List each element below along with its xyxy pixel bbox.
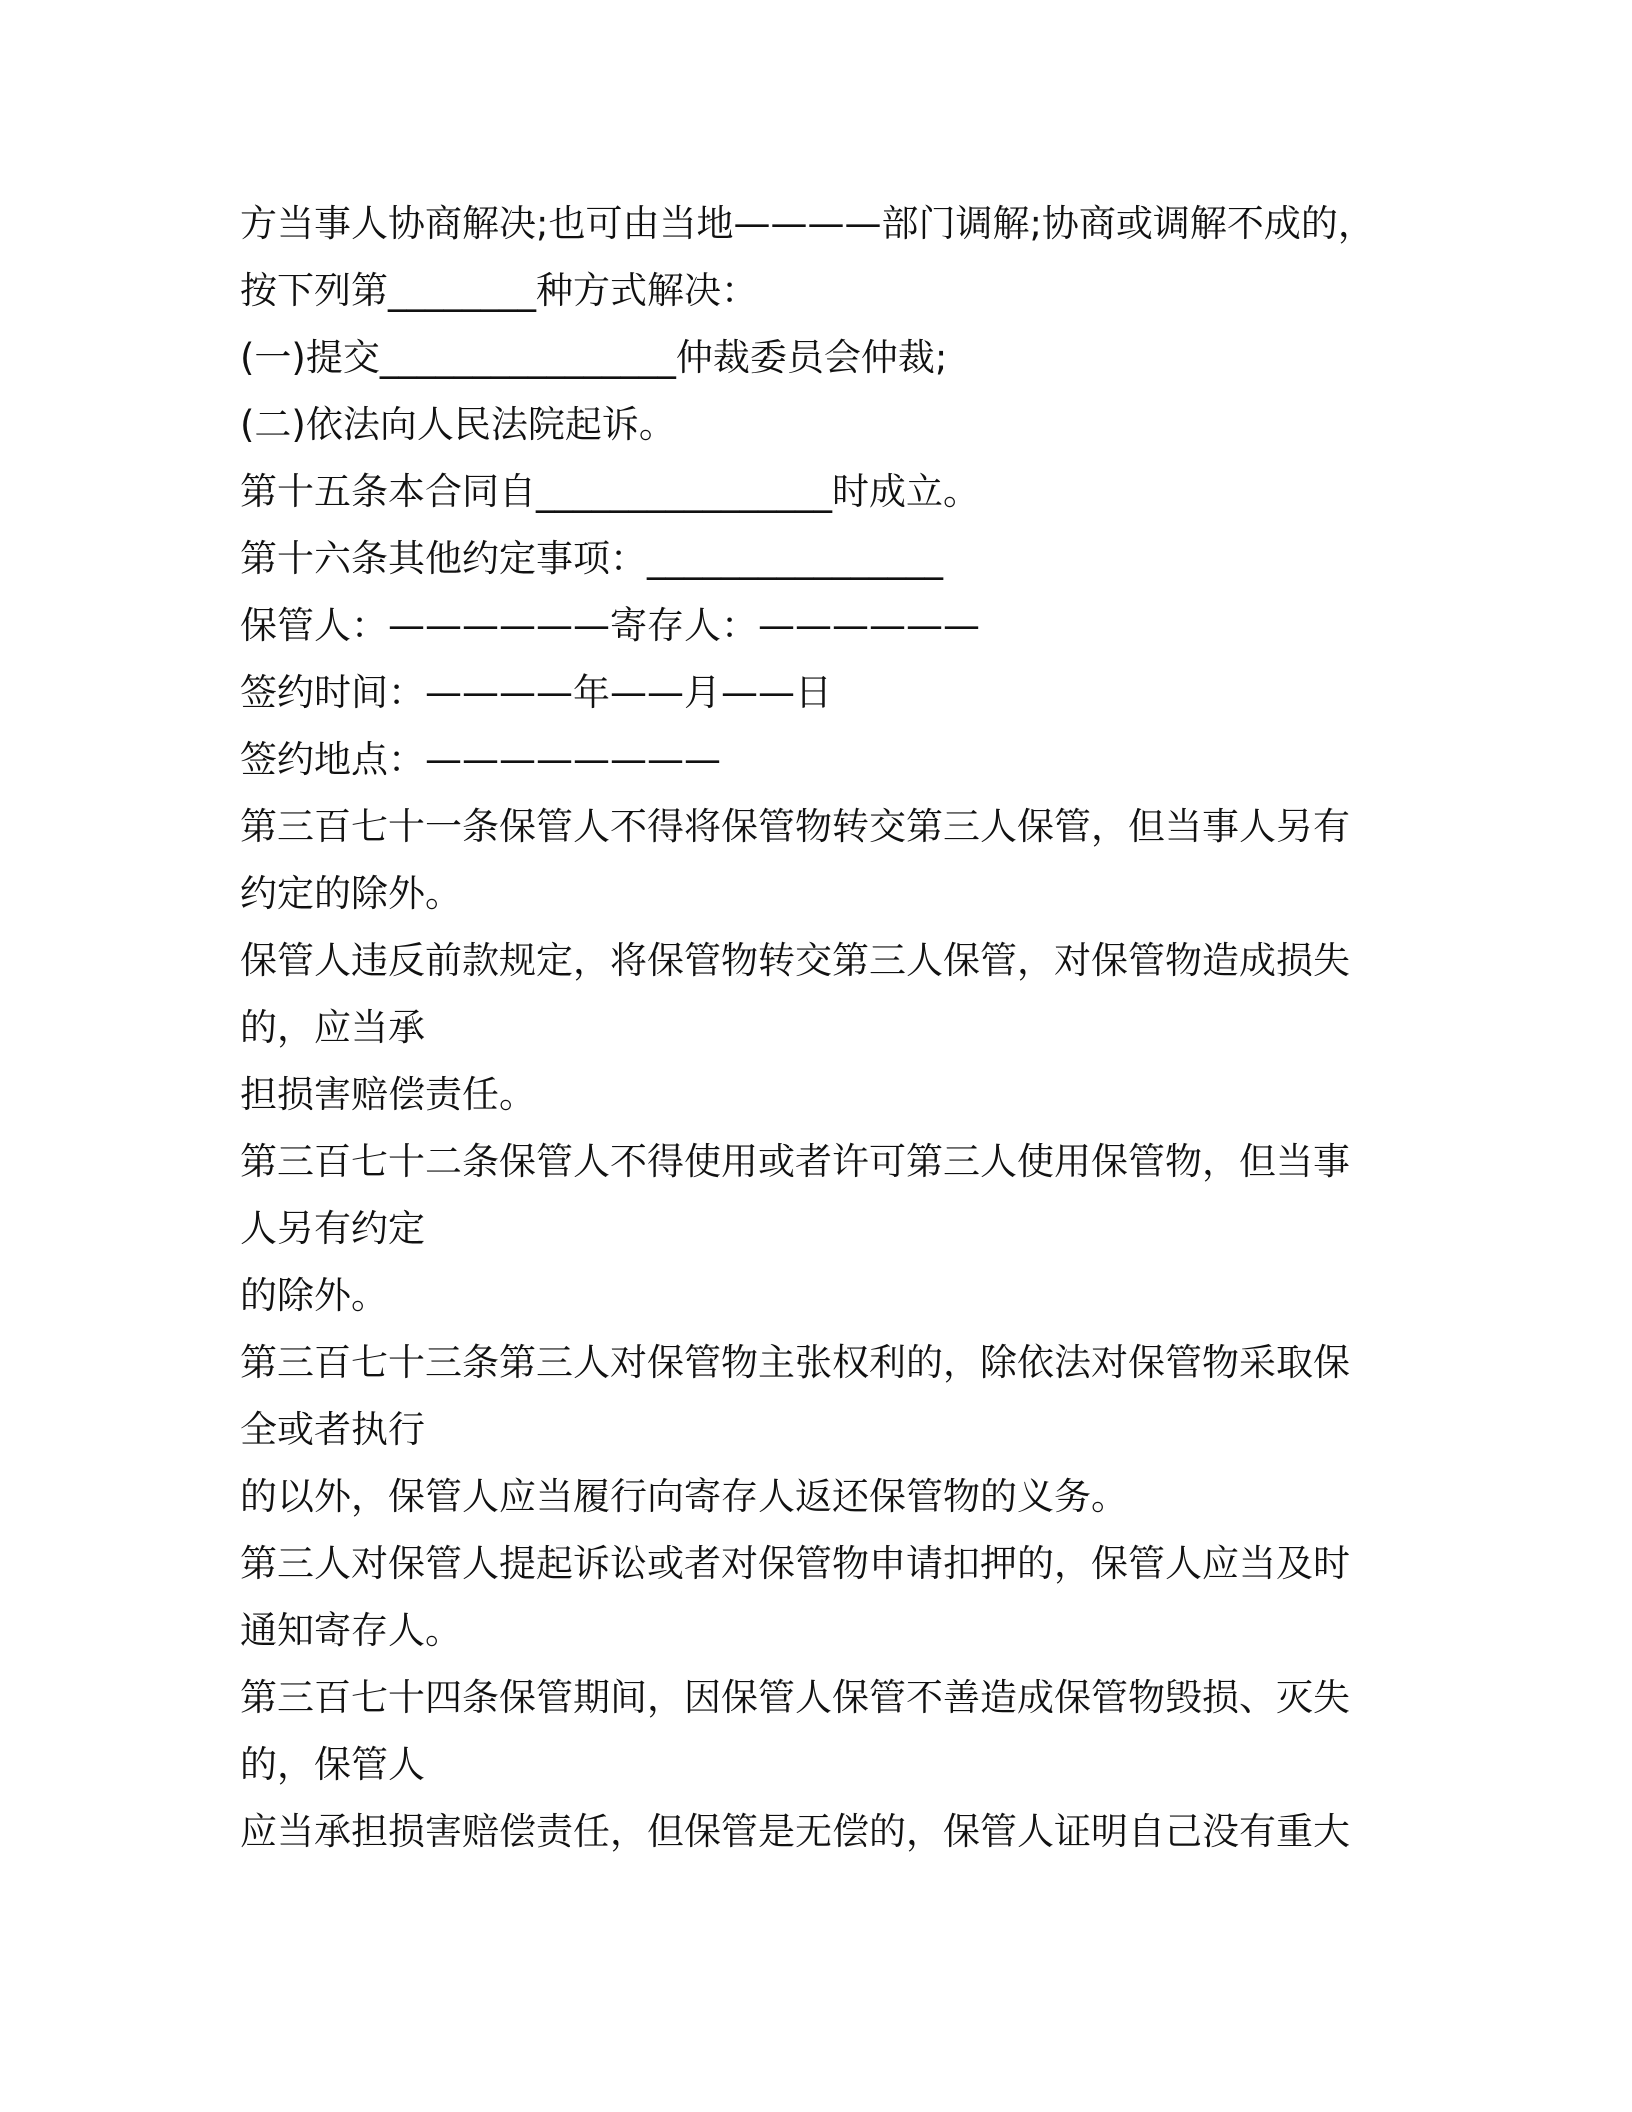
text-line: 签约时间：————年——月——日 — [240, 671, 832, 714]
text-line: 保管人违反前款规定，将保管物转交第三人保管，对保管物造成损失 — [240, 939, 1350, 982]
text-line: 第十五条本合同自________________时成立。 — [240, 470, 980, 513]
text-line: 按下列第________种方式解决： — [240, 269, 758, 312]
text-line: 第三百七十二条保管人不得使用或者许可第三人使用保管物，但当事 — [240, 1140, 1350, 1183]
text-line: 全或者执行 — [240, 1408, 425, 1451]
text-line: 第十六条其他约定事项：________________ — [240, 537, 943, 580]
document-body — [240, 190, 1380, 1865]
text-line: 担损害赔偿责任。 — [240, 1073, 536, 1116]
text-line: 约定的除外。 — [240, 872, 462, 915]
text-line: 的，保管人 — [240, 1743, 425, 1786]
text-line: 方当事人协商解决;也可由当地————部门调解;协商或调解不成的， — [240, 202, 1375, 245]
text-line: 通知寄存人。 — [240, 1609, 462, 1652]
text-line: (二)依法向人民法院起诉。 — [240, 403, 676, 446]
text-line: 第三百七十一条保管人不得将保管物转交第三人保管，但当事人另有 — [240, 805, 1350, 848]
text-line: 人另有约定 — [240, 1207, 425, 1250]
text-line: 应当承担损害赔偿责任，但保管是无偿的，保管人证明自己没有重大 — [240, 1810, 1350, 1853]
text-line: (一)提交________________仲裁委员会仲裁; — [240, 336, 948, 379]
text-line: 第三百七十四条保管期间，因保管人保管不善造成保管物毁损、灭失 — [240, 1676, 1350, 1719]
text-line: 第三百七十三条第三人对保管物主张权利的，除依法对保管物采取保 — [240, 1341, 1350, 1384]
text-line: 的除外。 — [240, 1274, 388, 1317]
text-line: 保管人：——————寄存人：—————— — [240, 604, 980, 647]
text-line: 的以外，保管人应当履行向寄存人返还保管物的义务。 — [240, 1475, 1128, 1518]
text-line: 的，应当承 — [240, 1006, 425, 1049]
text-line: 第三人对保管人提起诉讼或者对保管物申请扣押的，保管人应当及时 — [240, 1542, 1350, 1585]
text-line: 签约地点：———————— — [240, 738, 721, 781]
